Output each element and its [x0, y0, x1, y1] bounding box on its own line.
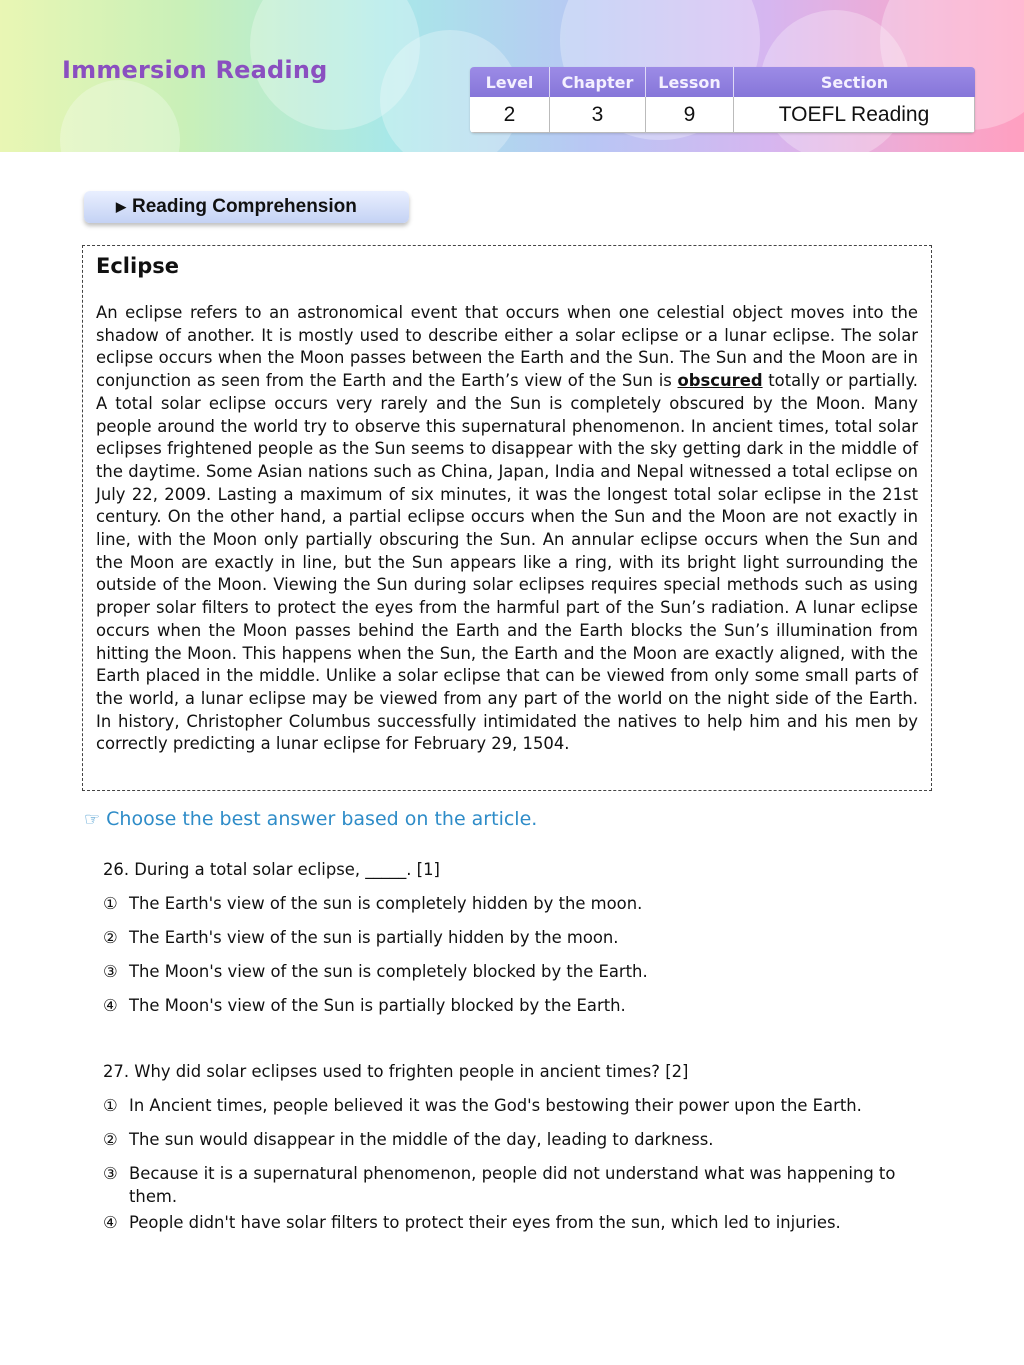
option-number: ④ — [103, 996, 118, 1015]
lesson-info-value-row — [470, 97, 975, 133]
answer-option[interactable] — [103, 961, 923, 995]
option-text: The Moon's view of the Sun is partially blocked by the Earth. — [129, 996, 626, 1015]
question-26 — [103, 859, 923, 1029]
option-text: The Earth's view of the sun is completely hidden by the moon. — [129, 894, 643, 913]
banner-bubble — [60, 80, 180, 152]
option-number: ① — [103, 894, 118, 913]
level-value: 2 — [470, 97, 550, 133]
instruction — [84, 808, 537, 830]
article-text-part-1: An eclipse refers to an astronomical event that occurs when one celestial object moves into the shadow of another. It is mostly used to describe either a solar eclipse or a lunar eclipse. The solar eclipse occurs when the Moon passes between the Earth and the Sun. The Sun and the Moon are in conjunction as seen from the Earth and the Earth’s view of the Sun is — [96, 303, 918, 391]
section-tab-label: Reading Comprehension — [132, 196, 357, 217]
section-header: Section — [820, 72, 889, 92]
play-triangle-icon: ▶ — [116, 199, 126, 214]
answer-option[interactable] — [103, 995, 923, 1029]
section-value: TOEFL Reading — [734, 97, 975, 133]
option-text: The Moon's view of the sun is completely blocked by the Earth. — [129, 962, 648, 981]
brand-logo: Immersion Reading — [62, 56, 328, 84]
option-number: ③ — [103, 962, 118, 981]
article-text-part-2: totally or partially. A total solar eclipse occurs very rarely and the Sun is completely obscured by the Moon. Many people around the world try to observe this supernatural phenomenon. In ancient times, total solar eclipses frightened people as the Sun seems to disappear with the sky getting dark in the middle of the daytime. Some Asian nations such as China, Japan, India and Nepal witnessed a total eclipse on July 22, 2009. Lasting a maximum of six minutes, it was the longest total solar eclipse in the 21st century. On the other hand, a partial eclipse occurs when the Sun and the Moon are not exactly in line, with the Moon only partially obscuring the Sun. An annular eclipse occurs when the Sun and the Moon are exactly in line, but the Sun appears like a ring, with its bright light surrounding the outside of the Moon. Viewing the Sun during solar eclipses requires special methods such as using proper solar filters to protect the eyes from the harmful part of the Sun’s radiation. A lunar eclipse occurs when the Moon passes behind the Earth and the Earth blocks the Sun’s illumination from hitting the Moon. This happens when the Sun, the Earth and the Moon are exactly aligned, with the Earth placed in the middle. Unlike a solar eclipse that can be viewed from only some small parts of the world, a lunar eclipse may be viewed from any part of the world on the night side of the Earth. In history, Christopher Columbus successfully intimidated the natives to help him and his men by correctly predicting a lunar eclipse for February 29, 1504. — [96, 371, 919, 754]
answer-option[interactable] — [103, 1095, 923, 1129]
chapter-value: 3 — [550, 97, 646, 133]
pointing-hand-icon: ☞ — [84, 809, 101, 830]
answer-option[interactable] — [103, 893, 923, 927]
question-27 — [103, 1061, 923, 1246]
answer-option[interactable] — [103, 1212, 923, 1246]
option-number: ② — [103, 1130, 118, 1149]
option-text: The Earth's view of the sun is partially hidden by the moon. — [129, 928, 619, 947]
lesson-value: 9 — [646, 97, 734, 133]
option-text: Because it is a supernatural phenomenon, people did not understand what was happening to them. — [129, 1164, 896, 1206]
chapter-header: Chapter — [550, 67, 646, 97]
option-number: ① — [103, 1096, 118, 1115]
instruction-text: Choose the best answer based on the article. — [106, 808, 538, 830]
article-body — [96, 302, 918, 756]
highlighted-word: obscured — [677, 371, 763, 391]
option-text: People didn't have solar filters to protect their eyes from the sun, which led to injuries. — [129, 1213, 841, 1232]
lesson-header: Lesson — [646, 67, 734, 97]
option-text: In Ancient times, people believed it was the God's bestowing their power upon the Earth. — [129, 1096, 862, 1115]
lesson-info-table — [470, 67, 975, 133]
header-banner — [0, 0, 1024, 152]
answer-option[interactable] — [103, 927, 923, 961]
level-header: Level — [470, 67, 550, 97]
option-number: ② — [103, 928, 118, 947]
answer-option[interactable] — [103, 1129, 923, 1163]
option-text: The sun would disappear in the middle of the day, leading to darkness. — [129, 1130, 714, 1149]
option-number: ③ — [103, 1164, 118, 1183]
lesson-info-header-row — [470, 67, 975, 97]
option-number: ④ — [103, 1213, 118, 1232]
question-prompt: 26. During a total solar eclipse, _____. [1] — [103, 860, 440, 879]
article-title: Eclipse — [96, 254, 179, 278]
section-tab — [84, 191, 409, 223]
question-prompt: 27. Why did solar eclipses used to frighten people in ancient times? [2] — [103, 1062, 689, 1081]
answer-option[interactable] — [103, 1163, 923, 1212]
